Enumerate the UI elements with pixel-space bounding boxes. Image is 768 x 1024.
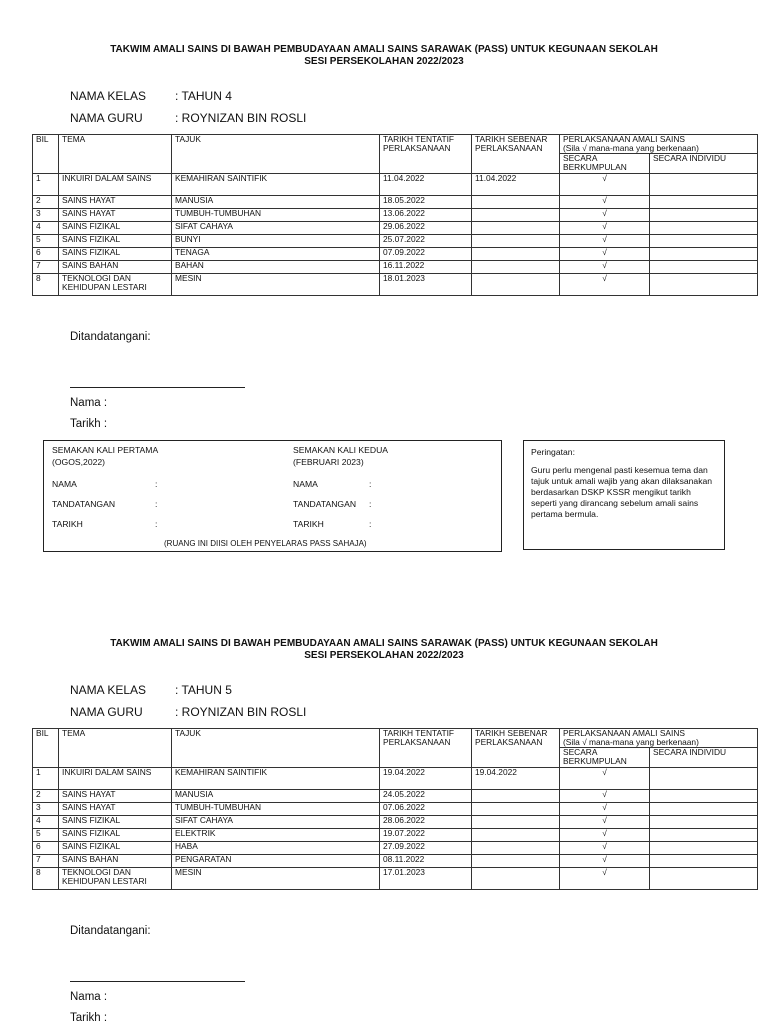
- cell-tema: SAINS FIZIKAL: [59, 222, 172, 235]
- title-line-1: TAKWIM AMALI SAINS DI BAWAH PEMBUDAYAAN AMALI SAINS SARAWAK (PASS) UNTUK KEGUNAAN SEKOLAH: [110, 638, 658, 649]
- title-line-2: SESI PERSEKOLAHAN 2022/2023: [304, 650, 464, 661]
- cell-tajuk: HABA: [172, 842, 380, 855]
- header-individu: SECARA INDIVIDU: [650, 748, 758, 768]
- header-berkumpulan: SECARA BERKUMPULAN: [560, 154, 650, 174]
- header-tajuk: TAJUK: [172, 729, 380, 768]
- cell-tajuk: MESIN: [172, 868, 380, 890]
- cell-tentatif: 18.01.2023: [380, 274, 472, 296]
- cell-tentatif: 19.04.2022: [380, 768, 472, 790]
- header-tajuk: TAJUK: [172, 135, 380, 174]
- teacher-name-label: NAMA GURU: [70, 111, 143, 125]
- class-name-label: NAMA KELAS: [70, 89, 147, 103]
- table-body: [33, 174, 758, 296]
- review-second-date-label: TARIKH: [293, 519, 324, 529]
- cell-bil: 4: [33, 816, 59, 829]
- header-perlaksanaan: [560, 729, 758, 748]
- table-row: [33, 222, 758, 235]
- practical-schedule-table: [32, 134, 758, 296]
- class-name-row: [70, 89, 232, 103]
- cell-tentatif: 07.09.2022: [380, 248, 472, 261]
- cell-sebenar: [472, 829, 560, 842]
- review-second-title: SEMAKAN KALI KEDUA: [293, 445, 389, 455]
- header-perlaksanaan-note: (Sila √ mana-mana yang berkenaan): [563, 143, 699, 153]
- review-second-signature-colon: :: [369, 499, 372, 509]
- cell-berkumpulan-check: √: [560, 235, 650, 248]
- title-line-2: SESI PERSEKOLAHAN 2022/2023: [304, 56, 464, 67]
- table-row: [33, 868, 758, 890]
- cell-sebenar: [472, 209, 560, 222]
- cell-tentatif: 29.06.2022: [380, 222, 472, 235]
- cell-tentatif: 17.01.2023: [380, 868, 472, 890]
- table-row: [33, 209, 758, 222]
- cell-tentatif: 19.07.2022: [380, 829, 472, 842]
- table-row: [33, 274, 758, 296]
- cell-sebenar: [472, 235, 560, 248]
- cell-tajuk: TUMBUH-TUMBUHAN: [172, 209, 380, 222]
- table-row: [33, 235, 758, 248]
- cell-berkumpulan-check: √: [560, 816, 650, 829]
- review-footer-note: (RUANG INI DIISI OLEH PENYELARAS PASS SAHAJA): [164, 539, 367, 548]
- table-row: [33, 855, 758, 868]
- cell-individu: [650, 868, 758, 890]
- cell-tema: INKUIRI DALAM SAINS: [59, 174, 172, 196]
- cell-tentatif: 25.07.2022: [380, 235, 472, 248]
- cell-berkumpulan-check: √: [560, 174, 650, 196]
- cell-bil: 1: [33, 768, 59, 790]
- table-row: [33, 842, 758, 855]
- teacher-name-value: : ROYNIZAN BIN ROSLI: [175, 111, 307, 125]
- cell-individu: [650, 261, 758, 274]
- date-label: Tarikh :: [70, 1012, 108, 1024]
- table-row: [33, 248, 758, 261]
- cell-tentatif: 16.11.2022: [380, 261, 472, 274]
- cell-individu: [650, 855, 758, 868]
- review-first-signature-colon: :: [155, 499, 158, 509]
- review-first-name-label: NAMA: [52, 479, 77, 489]
- cell-tajuk: BUNYI: [172, 235, 380, 248]
- date-label: Tarikh :: [70, 418, 108, 430]
- teacher-name-row: [70, 705, 306, 719]
- cell-berkumpulan-check: √: [560, 222, 650, 235]
- cell-bil: 6: [33, 842, 59, 855]
- table-row: [33, 790, 758, 803]
- header-bil: BIL: [33, 135, 59, 174]
- cell-berkumpulan-check: √: [560, 790, 650, 803]
- class-name-value: : TAHUN 5: [175, 683, 232, 697]
- cell-berkumpulan-check: √: [560, 868, 650, 890]
- cell-individu: [650, 274, 758, 296]
- name-label: Nama :: [70, 991, 108, 1003]
- cell-tema: TEKNOLOGI DAN KEHIDUPAN LESTARI: [59, 274, 172, 296]
- cell-tentatif: 08.11.2022: [380, 855, 472, 868]
- class-name-row: [70, 683, 232, 697]
- signature-line: [70, 387, 245, 388]
- signature-line: [70, 981, 245, 982]
- teacher-name-label: NAMA GURU: [70, 705, 143, 719]
- cell-tema: SAINS HAYAT: [59, 209, 172, 222]
- header-tarikh-sebenar: TARIKH SEBENAR PERLAKSANAAN: [472, 135, 560, 174]
- cell-individu: [650, 248, 758, 261]
- teacher-name-value: : ROYNIZAN BIN ROSLI: [175, 705, 307, 719]
- cell-tema: SAINS FIZIKAL: [59, 248, 172, 261]
- cell-tajuk: KEMAHIRAN SAINTIFIK: [172, 174, 380, 196]
- cell-tentatif: 24.05.2022: [380, 790, 472, 803]
- table-body: [33, 768, 758, 890]
- cell-tema: SAINS FIZIKAL: [59, 842, 172, 855]
- cell-tajuk: MESIN: [172, 274, 380, 296]
- cell-bil: 8: [33, 868, 59, 890]
- document-title: [0, 44, 768, 68]
- cell-berkumpulan-check: √: [560, 768, 650, 790]
- header-perlaksanaan-note: (Sila √ mana-mana yang berkenaan): [563, 737, 699, 747]
- cell-bil: 3: [33, 209, 59, 222]
- cell-tema: SAINS HAYAT: [59, 196, 172, 209]
- review-second-signature-label: TANDATANGAN: [293, 499, 357, 509]
- cell-sebenar: [472, 816, 560, 829]
- review-second-name-colon: :: [369, 479, 372, 489]
- cell-berkumpulan-check: √: [560, 803, 650, 816]
- cell-individu: [650, 235, 758, 248]
- header-bil: BIL: [33, 729, 59, 768]
- cell-tajuk: MANUSIA: [172, 790, 380, 803]
- teacher-name-row: [70, 111, 306, 125]
- header-perlaksanaan-title: PERLAKSANAAN AMALI SAINS: [563, 134, 685, 144]
- cell-tema: TEKNOLOGI DAN KEHIDUPAN LESTARI: [59, 868, 172, 890]
- cell-tentatif: 27.09.2022: [380, 842, 472, 855]
- cell-individu: [650, 803, 758, 816]
- title-line-1: TAKWIM AMALI SAINS DI BAWAH PEMBUDAYAAN AMALI SAINS SARAWAK (PASS) UNTUK KEGUNAAN SEKOLAH: [110, 44, 658, 55]
- cell-bil: 2: [33, 790, 59, 803]
- table-row: [33, 196, 758, 209]
- cell-tajuk: KEMAHIRAN SAINTIFIK: [172, 768, 380, 790]
- reminder-title: Peringatan:: [531, 447, 575, 457]
- table-row: [33, 768, 758, 790]
- cell-bil: 2: [33, 196, 59, 209]
- cell-berkumpulan-check: √: [560, 842, 650, 855]
- cell-bil: 4: [33, 222, 59, 235]
- cell-sebenar: [472, 855, 560, 868]
- cell-sebenar: [472, 261, 560, 274]
- cell-tajuk: ELEKTRIK: [172, 829, 380, 842]
- review-first-signature-label: TANDATANGAN: [52, 499, 116, 509]
- class-name-label: NAMA KELAS: [70, 683, 147, 697]
- cell-tentatif: 11.04.2022: [380, 174, 472, 196]
- cell-tajuk: TUMBUH-TUMBUHAN: [172, 803, 380, 816]
- cell-tajuk: BAHAN: [172, 261, 380, 274]
- review-second-name-label: NAMA: [293, 479, 318, 489]
- cell-individu: [650, 842, 758, 855]
- cell-sebenar: [472, 196, 560, 209]
- cell-tema: SAINS FIZIKAL: [59, 829, 172, 842]
- header-individu: SECARA INDIVIDU: [650, 154, 758, 174]
- cell-bil: 5: [33, 829, 59, 842]
- cell-tajuk: SIFAT CAHAYA: [172, 222, 380, 235]
- cell-tajuk: PENGARATAN: [172, 855, 380, 868]
- cell-bil: 7: [33, 261, 59, 274]
- cell-tema: SAINS HAYAT: [59, 790, 172, 803]
- review-second-subtitle: (FEBRUARI 2023): [293, 457, 364, 467]
- signed-label: Ditandatangani:: [70, 331, 151, 343]
- cell-sebenar: [472, 803, 560, 816]
- cell-sebenar: 19.04.2022: [472, 768, 560, 790]
- cell-tema: SAINS BAHAN: [59, 855, 172, 868]
- cell-sebenar: [472, 790, 560, 803]
- reminder-box: [523, 440, 725, 550]
- cell-individu: [650, 174, 758, 196]
- cell-berkumpulan-check: √: [560, 248, 650, 261]
- cell-berkumpulan-check: √: [560, 196, 650, 209]
- header-tema: TEMA: [59, 729, 172, 768]
- review-first-title: SEMAKAN KALI PERTAMA: [52, 445, 159, 455]
- cell-individu: [650, 790, 758, 803]
- cell-individu: [650, 209, 758, 222]
- class-name-value: : TAHUN 4: [175, 89, 232, 103]
- cell-tajuk: SIFAT CAHAYA: [172, 816, 380, 829]
- cell-tema: SAINS HAYAT: [59, 803, 172, 816]
- header-tarikh-tentatif: TARIKH TENTATIF PERLAKSANAAN: [380, 135, 472, 174]
- cell-bil: 1: [33, 174, 59, 196]
- cell-tentatif: 18.05.2022: [380, 196, 472, 209]
- header-tarikh-tentatif: TARIKH TENTATIF PERLAKSANAAN: [380, 729, 472, 768]
- cell-tentatif: 07.06.2022: [380, 803, 472, 816]
- table-row: [33, 829, 758, 842]
- cell-berkumpulan-check: √: [560, 829, 650, 842]
- cell-sebenar: [472, 274, 560, 296]
- cell-tajuk: MANUSIA: [172, 196, 380, 209]
- cell-berkumpulan-check: √: [560, 855, 650, 868]
- cell-bil: 7: [33, 855, 59, 868]
- practical-schedule-table: [32, 728, 758, 890]
- cell-sebenar: 11.04.2022: [472, 174, 560, 196]
- cell-tema: SAINS FIZIKAL: [59, 235, 172, 248]
- cell-bil: 6: [33, 248, 59, 261]
- cell-tema: SAINS FIZIKAL: [59, 816, 172, 829]
- cell-individu: [650, 768, 758, 790]
- review-box: [43, 440, 502, 552]
- cell-berkumpulan-check: √: [560, 209, 650, 222]
- cell-tema: INKUIRI DALAM SAINS: [59, 768, 172, 790]
- header-tarikh-sebenar: TARIKH SEBENAR PERLAKSANAAN: [472, 729, 560, 768]
- review-first-name-colon: :: [155, 479, 158, 489]
- cell-tajuk: TENAGA: [172, 248, 380, 261]
- reminder-body: Guru perlu mengenal pasti kesemua tema dan tajuk untuk amali wajib yang akan dilaksanakan berdasarkan DSKP KSSR mengikut tarikh seperti yang dirancang sebelum amali sains pertama bermula.: [531, 465, 713, 519]
- cell-berkumpulan-check: √: [560, 261, 650, 274]
- cell-berkumpulan-check: √: [560, 274, 650, 296]
- review-first-date-label: TARIKH: [52, 519, 83, 529]
- cell-individu: [650, 816, 758, 829]
- cell-tema: SAINS BAHAN: [59, 261, 172, 274]
- header-tema: TEMA: [59, 135, 172, 174]
- cell-sebenar: [472, 248, 560, 261]
- cell-bil: 5: [33, 235, 59, 248]
- document-title: [0, 638, 768, 662]
- review-first-date-colon: :: [155, 519, 158, 529]
- review-second-date-colon: :: [369, 519, 372, 529]
- table-row: [33, 261, 758, 274]
- cell-tentatif: 28.06.2022: [380, 816, 472, 829]
- table-row: [33, 816, 758, 829]
- cell-individu: [650, 222, 758, 235]
- signed-label: Ditandatangani:: [70, 925, 151, 937]
- header-perlaksanaan: [560, 135, 758, 154]
- table-row: [33, 803, 758, 816]
- cell-sebenar: [472, 222, 560, 235]
- cell-sebenar: [472, 868, 560, 890]
- name-label: Nama :: [70, 397, 108, 409]
- cell-tentatif: 13.06.2022: [380, 209, 472, 222]
- review-first-subtitle: (OGOS,2022): [52, 457, 106, 467]
- cell-individu: [650, 829, 758, 842]
- table-row: [33, 174, 758, 196]
- cell-sebenar: [472, 842, 560, 855]
- cell-bil: 3: [33, 803, 59, 816]
- header-berkumpulan: SECARA BERKUMPULAN: [560, 748, 650, 768]
- calendar-section-tahun-5: [0, 594, 768, 1024]
- cell-individu: [650, 196, 758, 209]
- cell-bil: 8: [33, 274, 59, 296]
- header-perlaksanaan-title: PERLAKSANAAN AMALI SAINS: [563, 728, 685, 738]
